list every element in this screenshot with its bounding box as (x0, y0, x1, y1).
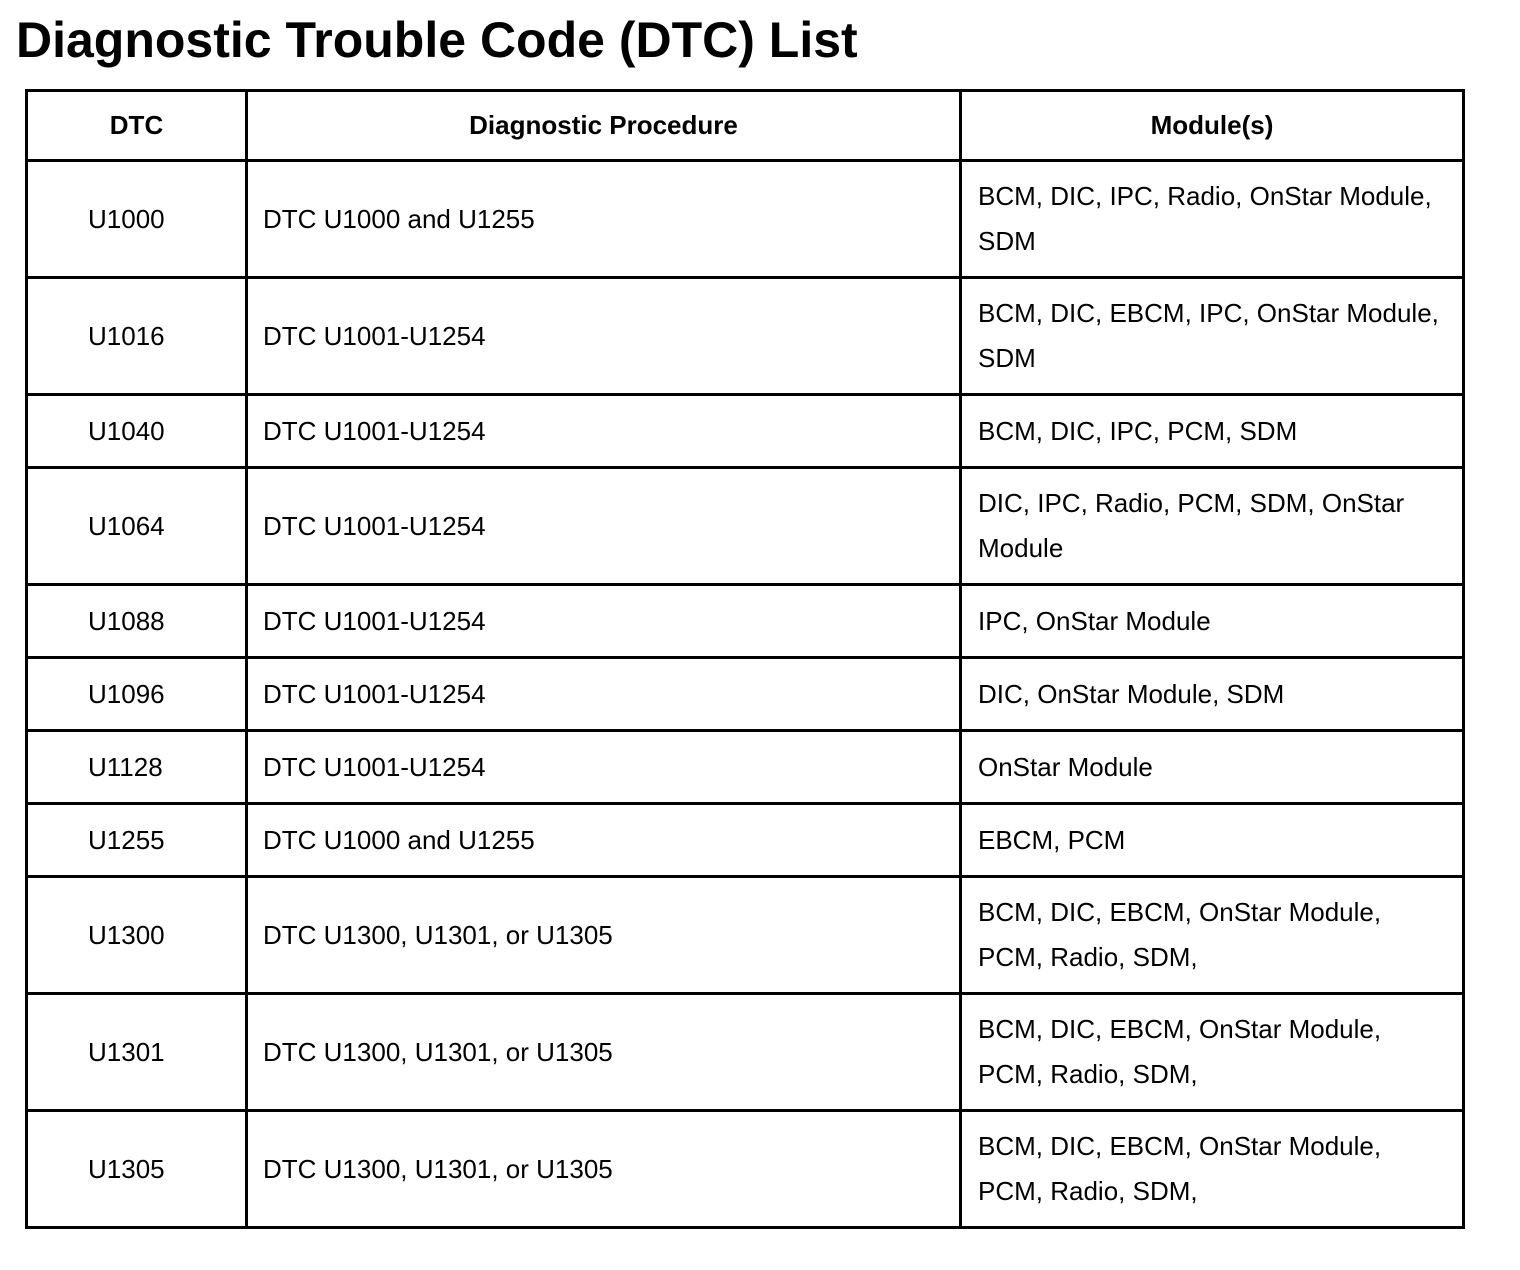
dtc-table (25, 89, 1465, 1229)
cell-procedure: DTC U1300, U1301, or U1305 (247, 994, 961, 1111)
header-dtc: DTC (27, 91, 247, 161)
cell-modules: BCM, DIC, EBCM, OnStar Module, PCM, Radio, SDM, (961, 1111, 1464, 1228)
header-diagnostic-procedure: Diagnostic Procedure (247, 91, 961, 161)
cell-dtc: U1255 (27, 804, 247, 877)
cell-dtc: U1096 (27, 658, 247, 731)
cell-modules: EBCM, PCM (961, 804, 1464, 877)
table-row (27, 804, 1464, 877)
cell-modules: BCM, DIC, EBCM, OnStar Module, PCM, Radio, SDM, (961, 994, 1464, 1111)
cell-modules: IPC, OnStar Module (961, 585, 1464, 658)
table-row (27, 658, 1464, 731)
cell-procedure: DTC U1001-U1254 (247, 278, 961, 395)
cell-procedure: DTC U1001-U1254 (247, 395, 961, 468)
cell-dtc: U1040 (27, 395, 247, 468)
cell-modules: BCM, DIC, EBCM, IPC, OnStar Module, SDM (961, 278, 1464, 395)
cell-modules: DIC, OnStar Module, SDM (961, 658, 1464, 731)
cell-procedure: DTC U1001-U1254 (247, 658, 961, 731)
cell-dtc: U1300 (27, 877, 247, 994)
cell-dtc: U1301 (27, 994, 247, 1111)
page-title: Diagnostic Trouble Code (DTC) List (16, 12, 858, 68)
cell-dtc: U1016 (27, 278, 247, 395)
table-row (27, 1111, 1464, 1228)
cell-procedure: DTC U1300, U1301, or U1305 (247, 1111, 961, 1228)
cell-procedure: DTC U1001-U1254 (247, 585, 961, 658)
cell-dtc: U1000 (27, 161, 247, 278)
cell-modules: OnStar Module (961, 731, 1464, 804)
cell-modules: BCM, DIC, IPC, PCM, SDM (961, 395, 1464, 468)
cell-modules: DIC, IPC, Radio, PCM, SDM, OnStar Module (961, 468, 1464, 585)
cell-modules: BCM, DIC, EBCM, OnStar Module, PCM, Radio, SDM, (961, 877, 1464, 994)
table-row (27, 468, 1464, 585)
cell-dtc: U1088 (27, 585, 247, 658)
cell-procedure: DTC U1001-U1254 (247, 468, 961, 585)
cell-procedure: DTC U1000 and U1255 (247, 161, 961, 278)
cell-dtc: U1064 (27, 468, 247, 585)
table-row (27, 731, 1464, 804)
header-modules: Module(s) (961, 91, 1464, 161)
cell-procedure: DTC U1300, U1301, or U1305 (247, 877, 961, 994)
cell-dtc: U1128 (27, 731, 247, 804)
cell-procedure: DTC U1000 and U1255 (247, 804, 961, 877)
table-row (27, 585, 1464, 658)
table-row (27, 395, 1464, 468)
cell-dtc: U1305 (27, 1111, 247, 1228)
cell-procedure: DTC U1001-U1254 (247, 731, 961, 804)
table-row (27, 161, 1464, 278)
table-row (27, 877, 1464, 994)
table-row (27, 278, 1464, 395)
cell-modules: BCM, DIC, IPC, Radio, OnStar Module, SDM (961, 161, 1464, 278)
table-row (27, 994, 1464, 1111)
table-header-row (27, 91, 1464, 161)
